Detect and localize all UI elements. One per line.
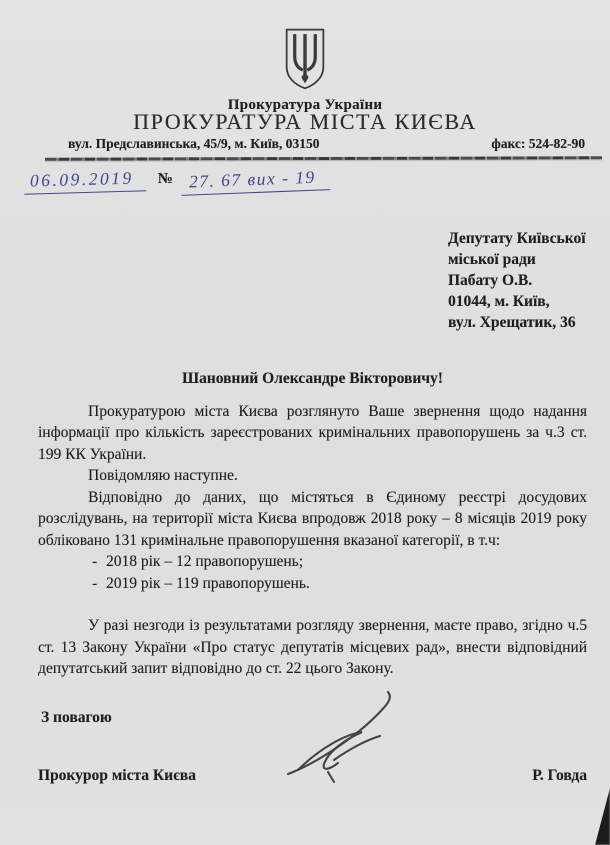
list-dash: -	[92, 574, 98, 592]
paragraph-statistics: Відповідно до даних, що містяться в Єдиному реєстрі досудових розслідувань, на території міста Києва впродовж 2018 року – 8 місяців 2019 року обліковано 131 кримінальне правопорушення вказаної категорії, в т.ч:	[38, 488, 587, 549]
org-fax: факс: 524-82-90	[491, 136, 585, 151]
recipient-line: вул. Хрещатик, 36	[448, 314, 576, 331]
stat-item-2019	[38, 573, 587, 595]
stat-item-text: 2019 рік – 119 правопорушень.	[106, 574, 310, 592]
letter-body	[38, 368, 587, 787]
handwritten-outgoing-number: 27. 67 вих - 19	[180, 166, 330, 196]
closing-regards: З повагою	[41, 708, 112, 726]
reference-line	[24, 166, 330, 193]
handwritten-signature	[276, 688, 402, 786]
recipient-line: міської ради	[448, 251, 536, 268]
org-title: ПРОКУРАТУРА МІСТА КИЄВА	[133, 109, 477, 134]
stat-item-text: 2018 рік – 12 правопорушень;	[106, 553, 304, 570]
handwritten-date: 06.09.2019	[24, 167, 146, 194]
org-parent-name: Прокуратура України	[227, 97, 383, 113]
paragraph-appeal-rights: У разі незгоди із результатами розгляду звернення, маєте право, згідно ч.5 ст. 13 Закону України «Про статус депутатів місцевих рад», внести відповідний депутатський запит відповідно до ст. 22 цього Закону.	[38, 617, 587, 677]
recipient-block	[448, 228, 586, 333]
salutation: Шановний Олександре Вікторовичу!	[182, 370, 443, 387]
number-sign: №	[157, 171, 173, 187]
letterhead-divider	[45, 156, 602, 160]
recipient-line: Пабату О.В.	[448, 272, 533, 289]
scan-corner-artifact	[595, 788, 610, 845]
letterhead-contacts	[68, 136, 585, 152]
org-address: вул. Предславинська, 45/9, м. Київ, 03150	[68, 136, 320, 151]
stat-item-2018	[38, 551, 587, 573]
paragraph-intro: Повідомляю наступне.	[88, 467, 238, 484]
list-dash: -	[92, 553, 98, 570]
trident-emblem-icon	[283, 27, 327, 91]
recipient-line: 01044, м. Київ,	[448, 293, 550, 310]
paragraph-request: Прокуратурою міста Києва розглянуто Ваше звернення щодо надання інформації про кількість зареєстрованих кримінальних правопорушень за ч.3 ст. 199 КК України.	[38, 402, 587, 463]
recipient-line: Депутату Київської	[448, 230, 586, 247]
signer-position: Прокурор міста Києва	[38, 767, 196, 784]
signer-name: Р. Говда	[532, 767, 587, 784]
